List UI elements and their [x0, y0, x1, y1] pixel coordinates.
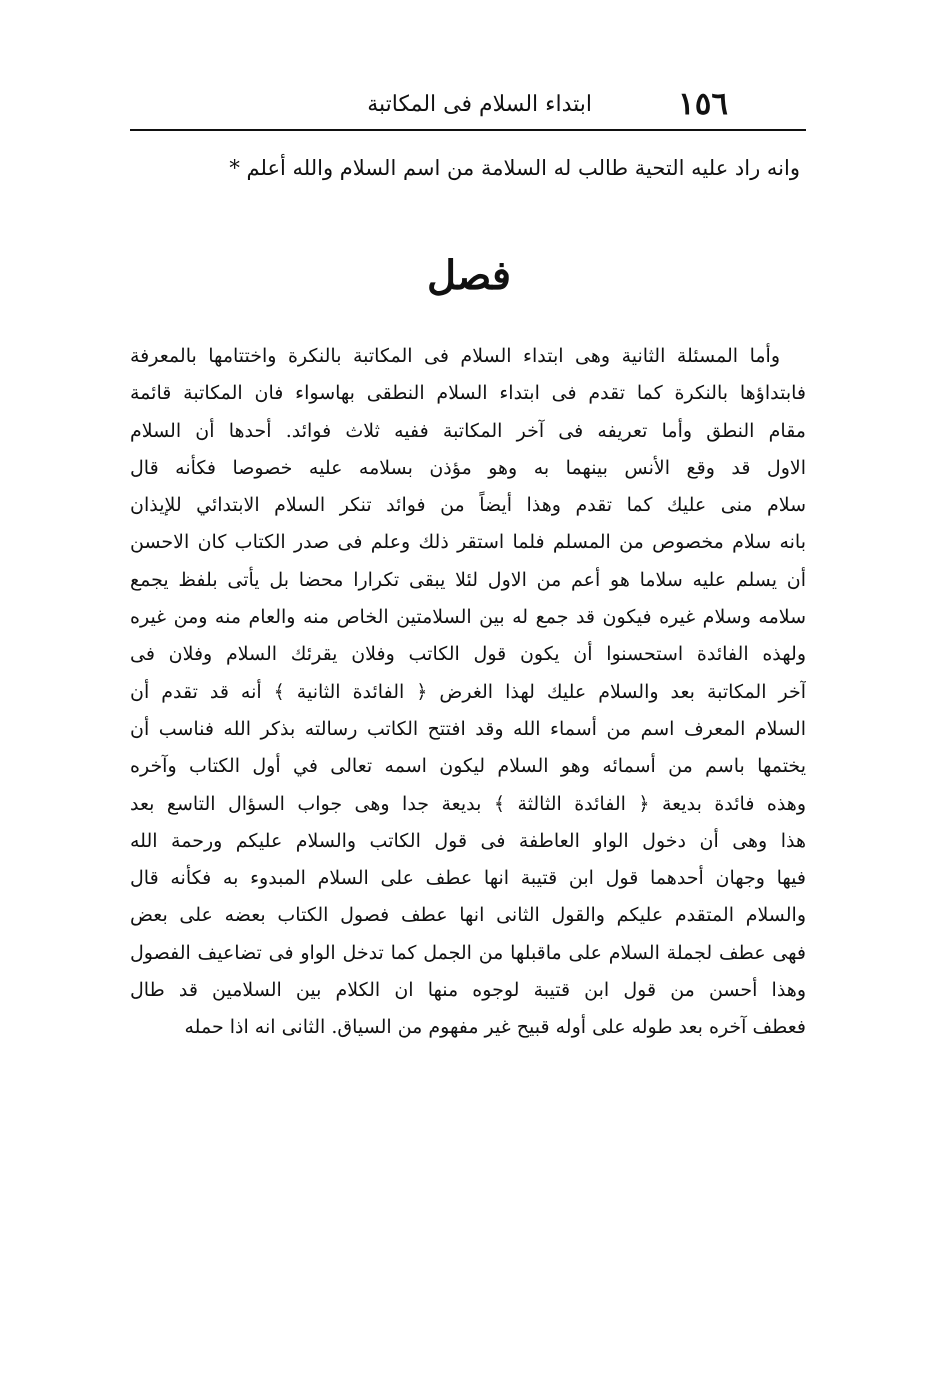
running-header — [130, 82, 806, 126]
body-line: سلام منى عليك كما تقدم وهذا أيضاً من فوائد تنكر السلام الابتدائي للإيذان — [130, 494, 806, 517]
body-line: الاول قد وقع الأنس بينهما به وهو مؤذن بسلامه عليه خصوصا فكأنه قال — [130, 456, 806, 479]
body-line: مقام النطق وأما تعريفه فى آخر المكاتبة ففيه ثلاث فوائد. أحدها أن السلام — [130, 419, 806, 442]
running-title: ابتداء السلام فى المكاتبة — [367, 91, 593, 117]
body-line: آخر المكاتبة بعد والسلام عليك لهذا الغرض ﴿ الفائدة الثانية ﴾ أنه قد تقدم أن — [130, 680, 806, 703]
body-line: يختمها باسم من أسمائه وهو السلام ليكون اسمه تعالى في أول الكتاب وآخره — [130, 755, 806, 778]
body-line: فيها وجهان أحدهما قول ابن قتيبة انها عطف على السلام المبدوء به فكأنه قال — [130, 867, 806, 890]
body-line: فابتداؤها بالنكرة كما تقدم فى ابتداء السلام النطقى بهاسواء فان المكاتبة قائمة — [130, 382, 806, 405]
header-rule — [130, 129, 806, 131]
body-line: السلام المعرف اسم من أسماء الله وقد افتتح الكاتب رسالته بذكر الله فناسب أن — [130, 717, 806, 740]
body-line: ولهذه الفائدة استحسنوا أن يكون قول الكاتب وفلان يقرئك السلام وفلان فى — [130, 643, 806, 666]
body-line: هذا وهى أن دخول الواو العاطفة فى قول الكاتب والسلام عليكم ورحمة الله — [130, 829, 806, 852]
body-line: فهى عطف لجملة السلام على ماقبلها من الجمل كما تدخل الواو فى تضاعيف الفصول — [130, 941, 806, 964]
body-line: والسلام المتقدم عليكم والقول الثانى انها عطف فصول الكتاب بعضه على بعض — [130, 904, 806, 927]
body-line: بانه سلام مخصوص من المسلم فلما استقر ذلك وعلم فى صدر الكتاب كان الاحسن — [130, 531, 806, 554]
body-text — [130, 338, 806, 1047]
body-line: وهذه فائدة بديعة ﴿ الفائدة الثالثة ﴾ بديعة جدا وهى جواب السؤال التاسع بعد — [130, 792, 806, 815]
section-heading: فصل — [426, 252, 512, 299]
page-number: ١٥٦ — [678, 86, 728, 122]
body-line: وهذا أحسن من قول ابن قتيبة لوجوه منها ان الكلام بين السلامين قد طال — [130, 979, 806, 1002]
body-line: فعطف آخره بعد طوله على أوله قبيح غير مفهوم من السياق. الثانى انه اذا حمله — [184, 1016, 806, 1039]
body-line: وأما المسئلة الثانية وهى ابتداء السلام فى المكاتبة بالنكرة واختتامها بالمعرفة — [130, 345, 780, 367]
lead-line: وانه راد عليه التحية طالب له السلامة من اسم السلام والله أعلم * — [229, 156, 800, 180]
body-line: سلامه وسلام غيره فيكون قد جمع له بين السلامتين الخاص منه والعام منه ومن غيره — [130, 606, 806, 629]
body-line: أن يسلم عليه سلاما هو أعم من الاول لئلا يبقى تكرارا محضا بل يأتى بلفظ يجمع — [130, 568, 806, 591]
